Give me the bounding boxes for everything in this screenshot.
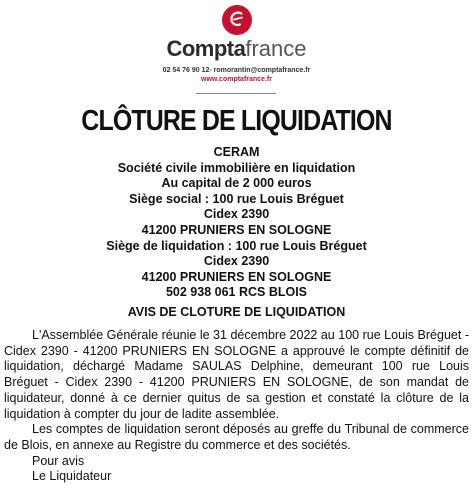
company-line: Au capital de 2 000 euros — [161, 176, 312, 191]
header-divider — [196, 93, 276, 94]
company-line: 502 938 061 RCS BLOIS — [165, 285, 308, 300]
company-block — [0, 145, 473, 301]
notice-paragraph: Les comptes de liquidation seront déposés au greffe du Tribunal de commerce de Blois, en annexe au Registre du commerce et des sociétés. — [4, 422, 469, 452]
closing-text: Pour avis — [32, 453, 85, 468]
company-line: Siège social : 100 rue Louis Bréguet — [129, 191, 344, 206]
company-line: 41200 PRUNIERS EN SOLOGNE — [141, 222, 332, 237]
company-line: CERAM — [213, 145, 260, 159]
brand-name-light: france — [245, 36, 307, 61]
brand-name-bold: Compta — [166, 36, 246, 61]
notice-body — [4, 328, 469, 485]
company-line: 41200 PRUNIERS EN SOLOGNE — [141, 269, 332, 284]
company-line: Siège de liquidation : 100 rue Louis Bréguet — [106, 238, 367, 253]
page-title: CLÔTURE DE LIQUIDATION — [81, 105, 392, 137]
company-line: Cidex 2390 — [203, 207, 270, 222]
brand-name — [0, 36, 473, 62]
website-link[interactable]: www.comptafrance.fr — [201, 76, 272, 83]
comptafrance-logo-icon — [221, 4, 253, 36]
company-line: Cidex 2390 — [203, 254, 270, 269]
signature-text: Le Liquidateur — [32, 469, 112, 484]
notice-heading: AVIS DE CLOTURE DE LIQUIDATION — [127, 305, 346, 319]
header — [0, 0, 473, 100]
contact-line: 02 54 76 90 12- romorantin@comptafrance.fr — [162, 67, 311, 74]
notice-paragraph: L'Assemblée Générale réunie le 31 décembre 2022 au 100 rue Louis Bréguet - Cidex 2390 - 41200 PRUNIERS EN SOLOGNE a approuvé le compte définitif de liquidation, déchargé Madame SAULAS Delphine, demeurant 100 rue Louis Bréguet - Cidex 2390 - 41200 PRUNIERS EN SOLOGNE, de son mandat de liquidateur, donné à ce dernier quitus de sa gestion et constaté la clôture de la liquidation à compter du jour de ladite assemblée. — [4, 328, 469, 421]
company-line: Société civile immobilière en liquidation — [117, 160, 356, 175]
